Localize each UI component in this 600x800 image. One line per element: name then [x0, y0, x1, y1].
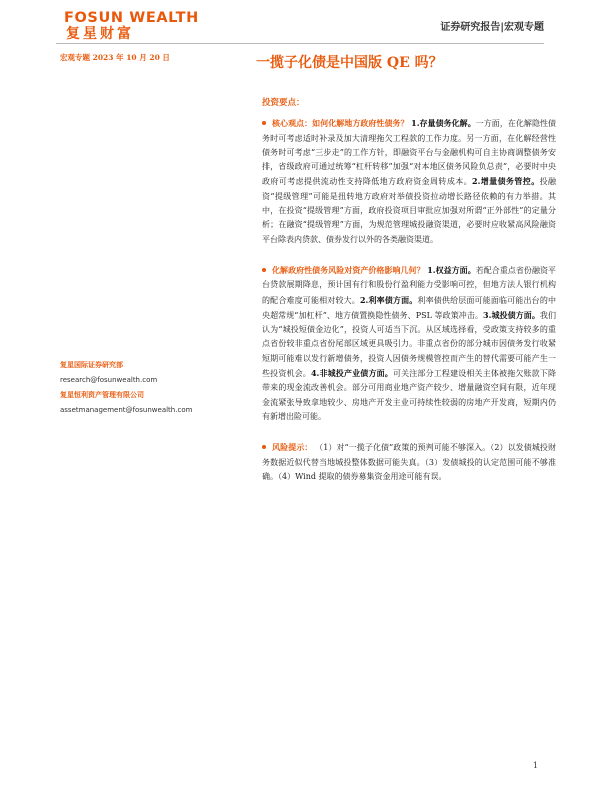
key-point: 4.非城投产业债方面。 — [310, 368, 393, 379]
paragraph-core-view — [262, 116, 556, 247]
bullet-icon — [262, 445, 266, 449]
key-point: 1.权益方面。 — [427, 264, 476, 275]
report-date-line: 宏观专题 2023 年 10 月 20 日 — [60, 53, 170, 62]
bullet-icon — [262, 121, 266, 125]
paragraph-heading: 化解政府性债务风险对资产价格影响几何？ — [262, 265, 425, 275]
logo-en: FOSUN WEALTH — [64, 10, 199, 26]
brand-logo — [64, 10, 204, 42]
body-text: 一方面，在化解隐性债务时可考虑适时补录及加大清理拖欠工程款的工作力度。另一方面，在化解经营性债务时可考虑“三步走”的工作方针，即融资平台与金融机构可自主协商调整债务安排，省级政府可通过统筹“杠杆转移”加强“对本地区债务风险负总责”，必要时中央政府可考虑提供流动性支持降低地方政府资金周转成本。 — [262, 119, 557, 187]
body-text: 利率债供给层面可能面临可能出台的中央超常规“加杠杆”、地方债置换隐性债务、PSL 等政策冲击。 — [262, 295, 556, 320]
org-asset-management: 复星恒利资产管理有限公司 — [60, 391, 144, 399]
key-point: 1.存量债务化解。 — [411, 118, 476, 129]
body-text: （1）对“一揽子化债”政策的预判可能不够深入。（2）以发债城投财务数据近似代替当地城投整体数据可能失真。（3）发债城投的认定范围可能不够准确。（4）Wind 提取的债券募集资金用途可能有误。 — [262, 443, 557, 481]
report-body — [262, 96, 556, 500]
logo-cn: 复星财富 — [66, 26, 134, 42]
paragraph-risk-warning — [262, 440, 556, 484]
paragraph-heading: 核心观点：如何化解地方政府性债务？ — [262, 118, 409, 128]
email-asset-management: assetmanagement@fosunwealth.com — [60, 406, 193, 414]
paragraph-asset-impact — [262, 263, 556, 424]
contact-panel — [60, 358, 240, 418]
report-title: 一揽子化债是中国版 QE 吗？ — [256, 55, 443, 71]
bullet-icon — [262, 268, 266, 272]
body-text: 可关注部分工程建设相关主体被拖欠账款下降带来的现金流改善机会。部分可用商业地产资产较少、增量融资空间有限，近年现金流紧张导致拿地较少、房地产开发主业可持续性较弱的房地产开发商，短期内仍有新增出险可能。 — [262, 369, 556, 421]
key-point: 2.利率债方面。 — [359, 294, 418, 305]
page-number: 1 — [532, 761, 538, 770]
key-point: 2.增量债务管控。 — [472, 176, 540, 187]
body-text: 投融资“提级管理”可能是扭转地方政府对举债投资拉动增长路径依赖的有力举措。其中，在投资“提级管理”方面，政府投资项目审批应加强对所谓“正外部性”的定量分析；在融资“提级管理”方面，为规范管理城投融资渠道，必要时应收紧高风险融资平台除表内贷款、债券发行以外的各类融资渠道。 — [262, 177, 556, 244]
key-point: 3.城投债方面。 — [483, 309, 540, 320]
header-divider — [56, 43, 544, 44]
paragraph-heading: 风险提示： — [262, 442, 313, 452]
org-research: 复星国际证券研究部 — [60, 361, 123, 369]
report-type: 证券研究报告|宏观专题 — [440, 22, 544, 33]
body-text: 我们认为“城投短债金边化”，投资人可适当下沉。从区域选择看，受政策支持较多的重点省份较非重点省份尾部区域更具吸引力。非重点省份的部分城市因债务发行收紧短期可能难以发行新增债务，投资人因债务规模管控而产生的替代需要可能产生一些投资机会。 — [262, 310, 556, 379]
section-title: 投资要点： — [262, 98, 305, 108]
email-research: research@fosunwealth.com — [60, 376, 158, 384]
body-text: 若配合重点省份融资平台贷款展期降息，预计国有行和股份行盈利能力受影响可控，但地方法人银行机构的配合难度可能相对较大。 — [262, 265, 557, 305]
